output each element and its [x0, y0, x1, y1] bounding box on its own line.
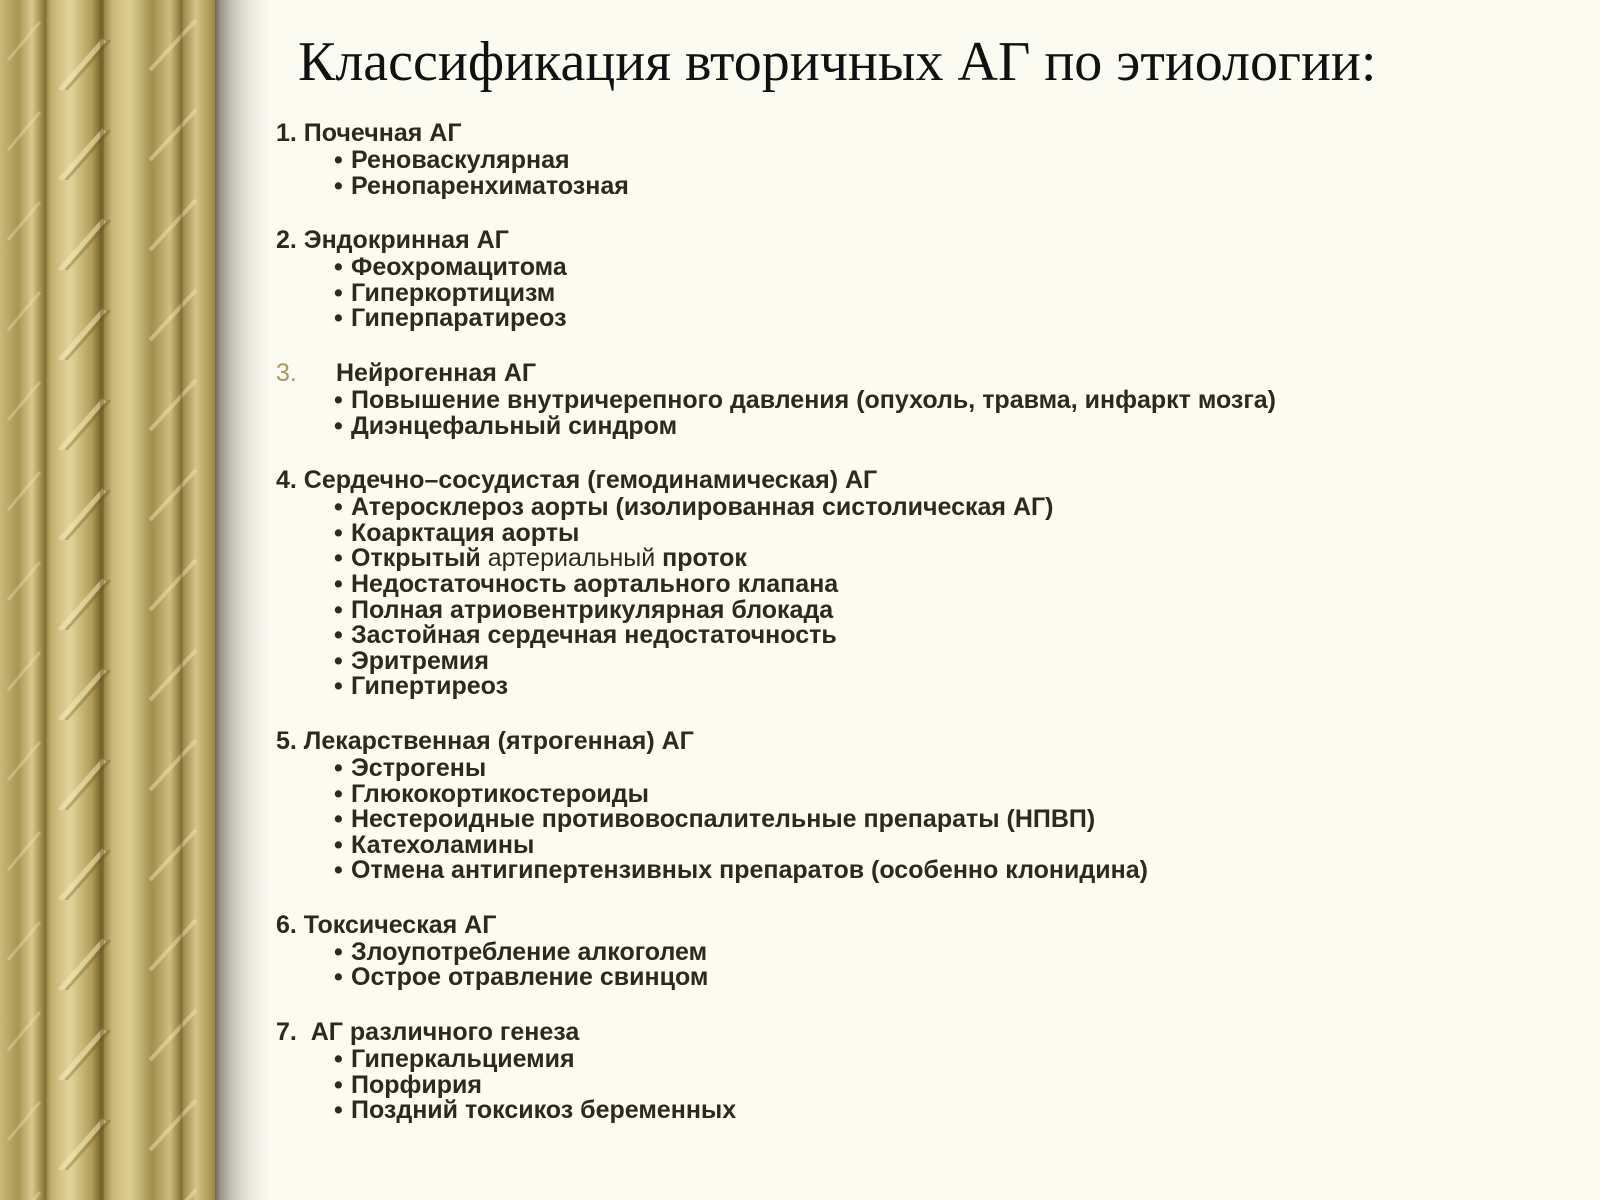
list-item: • Недостаточность аортального клапана: [334, 569, 839, 598]
bullet-icon: •: [334, 805, 343, 834]
list-item: • Феохромацитома: [334, 253, 567, 282]
item-list: [276, 1047, 1576, 1124]
bullet-icon: •: [334, 171, 343, 200]
list-item: • Гиперкортицизм: [334, 278, 556, 307]
section-heading: 1. Почечная АГ: [276, 119, 462, 147]
list-item: • Открытый артериальный проток: [334, 544, 747, 573]
list-item: • Глюкокортикостероиды: [334, 779, 649, 808]
list-item: • Поздний токсикоз беременных: [334, 1096, 737, 1125]
list-item: • Повышение внутричерепного давления (опухоль, травма, инфаркт мозга): [334, 385, 1276, 414]
bullet-icon: •: [334, 569, 343, 598]
bullet-icon: •: [334, 544, 343, 573]
list-item: • Застойная сердечная недостаточность: [334, 621, 837, 650]
bullet-icon: •: [334, 518, 343, 547]
section-drug-induced: [276, 726, 1576, 884]
gold-pattern-graphic: [0, 0, 215, 1200]
section-cardiovascular: [276, 465, 1576, 700]
bullet-icon: •: [334, 1045, 343, 1074]
list-item: • Реноваскулярная: [334, 146, 570, 174]
section-neurogenic: [276, 358, 1576, 439]
bullet-icon: •: [334, 937, 343, 966]
list-item: • Коарктация аорты: [334, 518, 580, 547]
section-renal: [276, 118, 1576, 199]
list-item: • Ренопаренхиматозная: [334, 171, 629, 200]
list-item: • Злоупотребление алкоголем: [334, 937, 708, 966]
bullet-icon: •: [334, 779, 343, 808]
bullet-icon: •: [334, 1096, 343, 1125]
bullet-icon: •: [334, 621, 343, 650]
bullet-icon: •: [334, 595, 343, 624]
bullet-icon: •: [334, 856, 343, 885]
bullet-icon: •: [334, 385, 343, 414]
section-endocrine: [276, 225, 1576, 332]
section-various: [276, 1017, 1576, 1124]
list-item: • Диэнцефальный синдром: [334, 411, 678, 440]
section-heading: 5. Лекарственная (ятрогенная) АГ: [276, 726, 694, 755]
item-list: [276, 937, 1576, 992]
list-item: • Атеросклероз аорты (изолированная систолическая АГ): [334, 493, 1054, 522]
bullet-icon: •: [334, 253, 343, 282]
section-heading: 2. Эндокринная АГ: [276, 226, 509, 255]
item-list: [276, 255, 1576, 332]
list-item: • Гиперкальциемия: [334, 1045, 575, 1074]
bullet-icon: •: [334, 278, 343, 307]
decorative-gold-column: [0, 0, 215, 1200]
list-item: • Полная атриовентрикулярная блокада: [334, 595, 834, 624]
bullet-icon: •: [334, 493, 343, 522]
bullet-icon: •: [334, 753, 343, 782]
decorative-shadow: [215, 0, 270, 1200]
section-heading: 6. Токсическая АГ: [276, 910, 497, 939]
bullet-icon: •: [334, 304, 343, 333]
section-heading: 4. Сердечно–сосудистая (гемодинамическая) АГ: [276, 466, 878, 495]
slide-content: [276, 22, 1576, 1124]
bullet-icon: •: [334, 146, 343, 174]
list-item: • Эстрогены: [334, 753, 487, 782]
bullet-icon: •: [334, 963, 343, 992]
section-toxic: [276, 910, 1576, 991]
bullet-icon: •: [334, 830, 343, 859]
list-item: • Порфирия: [334, 1070, 482, 1099]
item-list: [276, 385, 1576, 440]
bullet-icon: •: [334, 411, 343, 440]
list-item: • Гиперпаратиреоз: [334, 304, 567, 333]
list-item: • Эритремия: [334, 646, 489, 675]
slide-title: Классификация вторичных АГ по этиологии:: [298, 31, 1377, 93]
list-item: • Нестероидные противовоспалительные препараты (НПВП): [334, 805, 1096, 834]
section-number: 3.: [276, 358, 297, 387]
item-list: [276, 753, 1576, 885]
bullet-icon: •: [334, 1070, 343, 1099]
bullet-icon: •: [334, 672, 343, 701]
section-heading: 7. АГ различного генеза: [276, 1018, 580, 1047]
item-list: [276, 495, 1576, 700]
list-item: • Острое отравление свинцом: [334, 963, 709, 992]
list-item: • Катехоламины: [334, 830, 535, 859]
list-item: • Гипертиреоз: [334, 672, 509, 701]
item-list: [276, 148, 1576, 199]
section-heading: 3. Нейрогенная АГ: [276, 358, 537, 387]
bullet-icon: •: [334, 646, 343, 675]
list-item: • Отмена антигипертензивных препаратов (особенно клонидина): [334, 856, 1148, 885]
